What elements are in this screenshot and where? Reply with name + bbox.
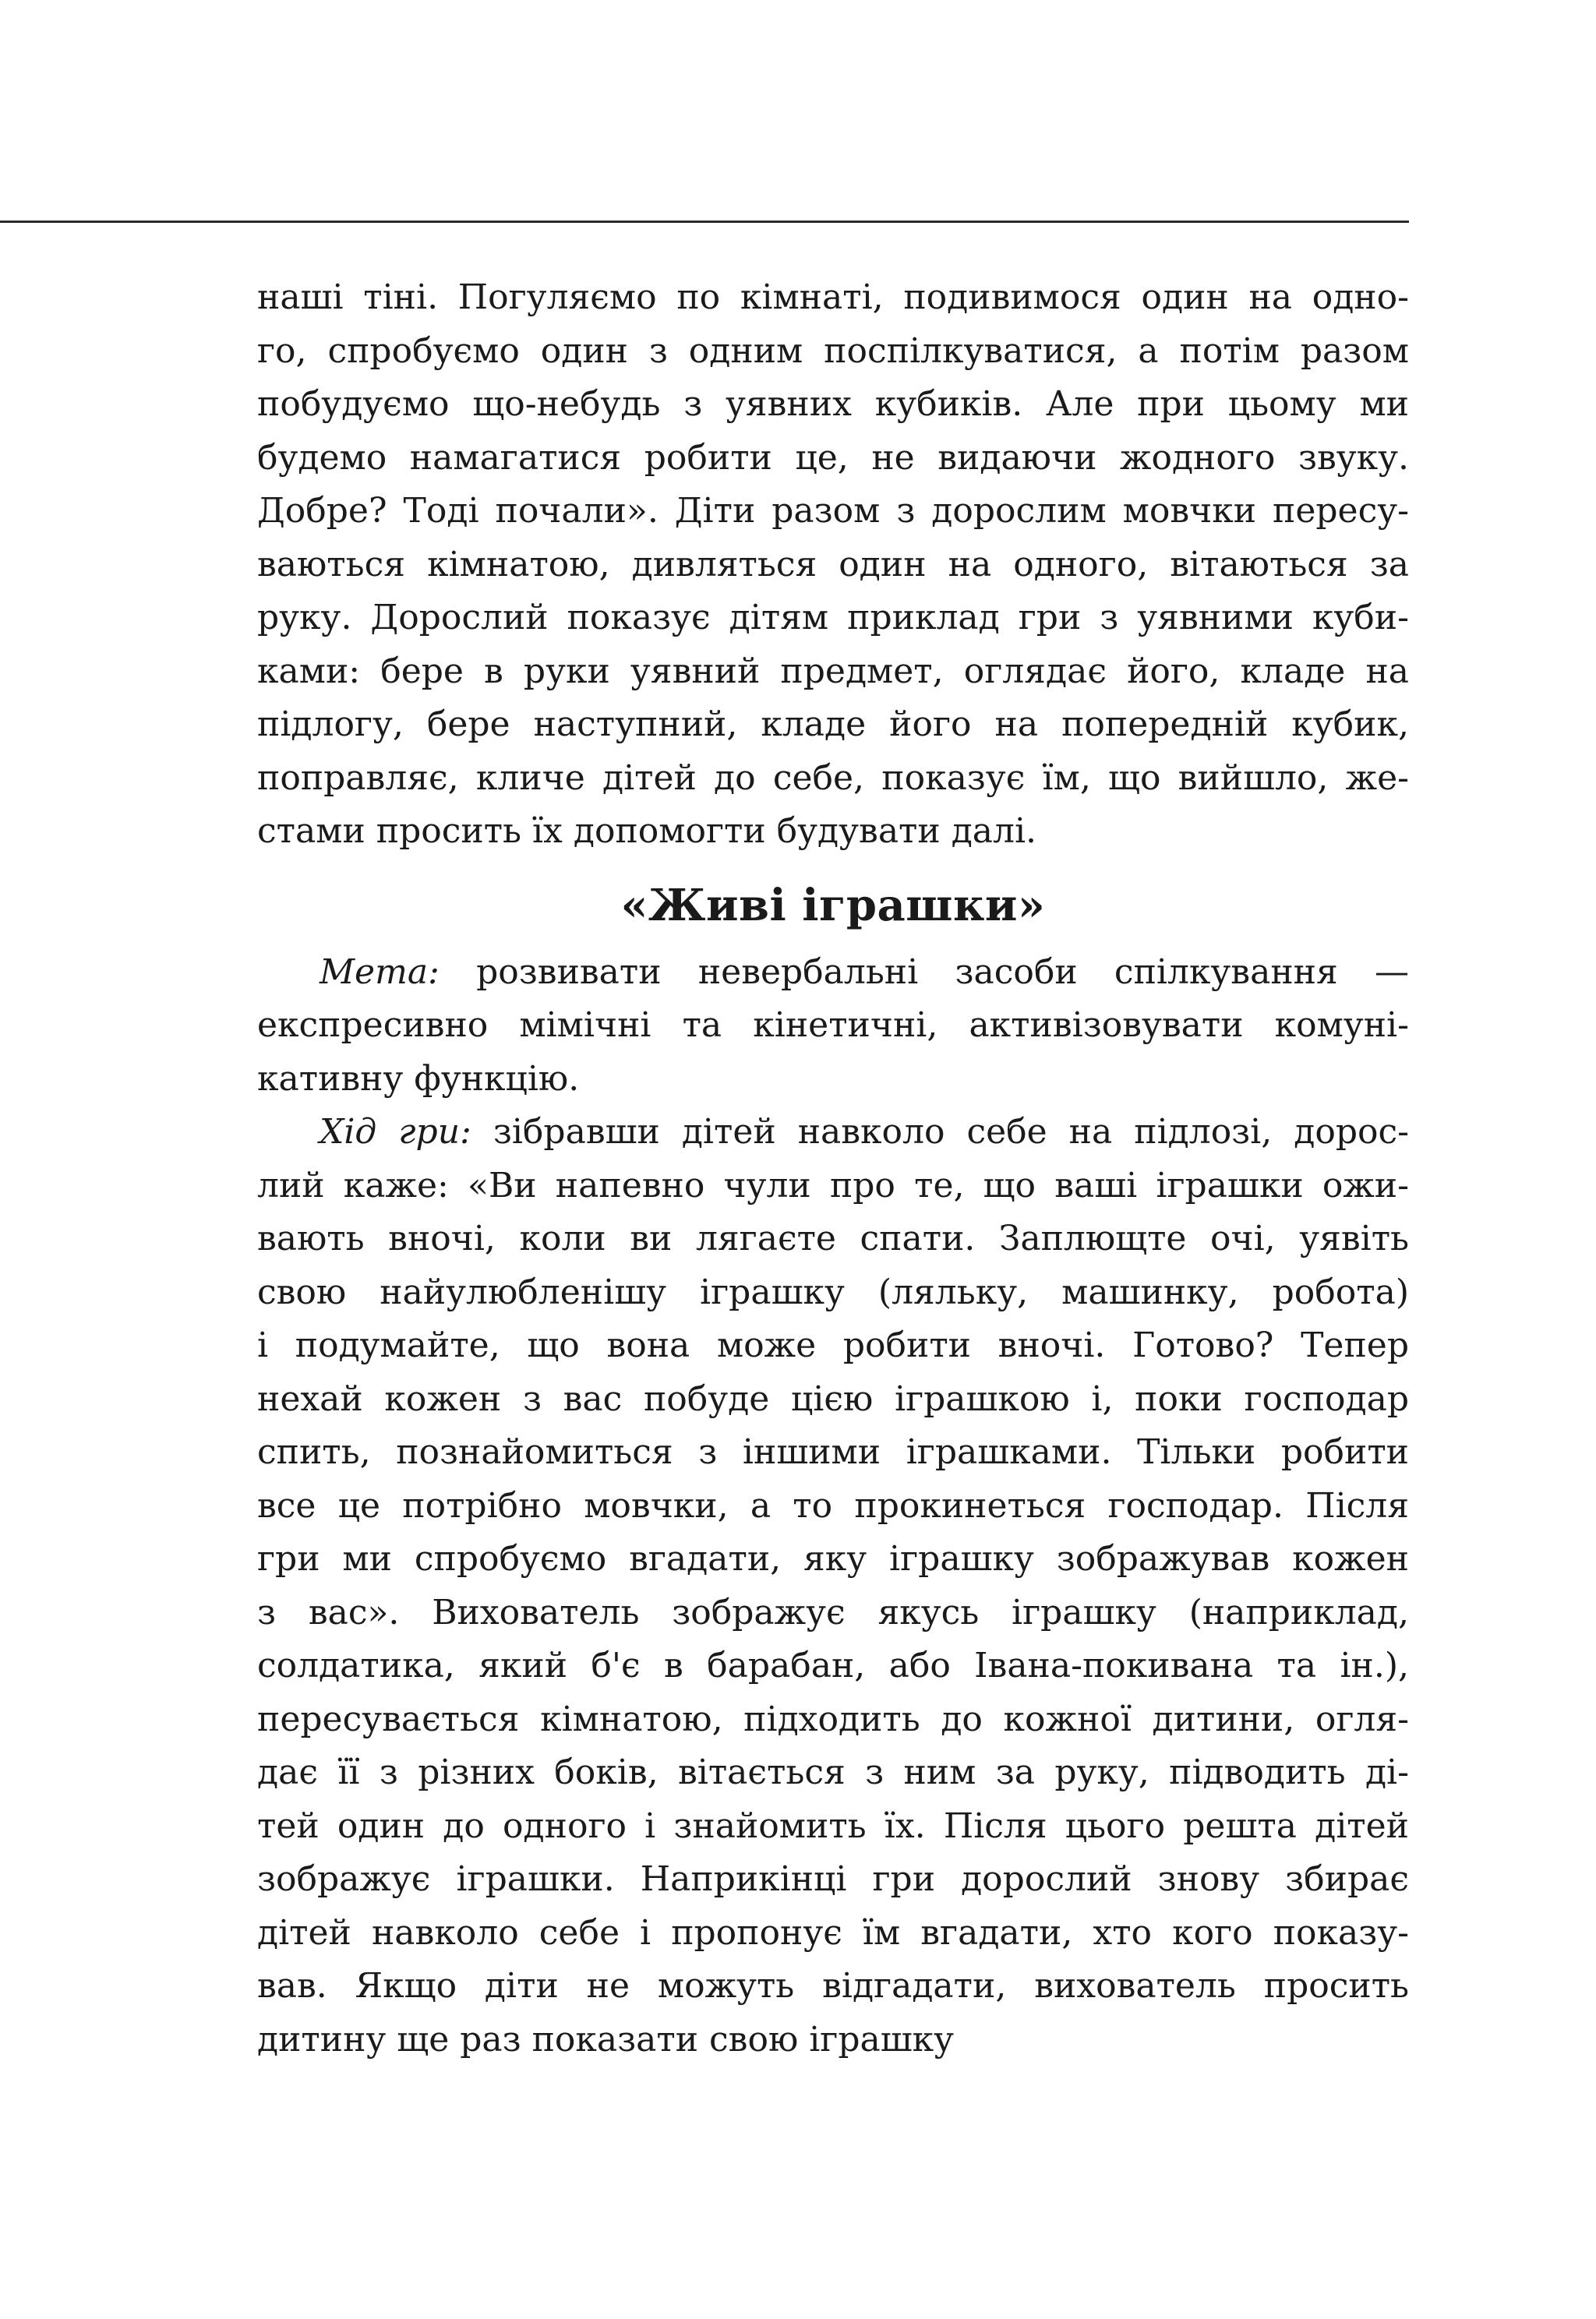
text-line: поправляє, кличе дітей до себе, показує їм, що вийшло, же-: [257, 757, 1409, 798]
procedure-label: Хід гри:: [320, 1112, 471, 1152]
text-line: підлогу, бере наступний, кладе його на попередній кубик,: [257, 704, 1409, 744]
text-line: ками: бере в руки уявний предмет, оглядає його, кладе на: [257, 651, 1409, 691]
text-line: наші тіні. Погуляємо по кімнаті, подивимося один на одно-: [257, 277, 1409, 317]
text-line: побудуємо що-небудь з уявних кубиків. Але при цьому ми: [257, 384, 1409, 424]
section-title: «Живі іграшки»: [620, 879, 1046, 931]
text-line: гри ми спробуємо вгадати, яку іграшку зображував кожен: [257, 1539, 1409, 1579]
page-body: [257, 271, 1409, 2067]
goal-label: Мета:: [320, 951, 440, 992]
text-line: свою найулюбленішу іграшку (ляльку, машинку, робота): [257, 1272, 1409, 1312]
text-line: спить, познайомиться з іншими іграшками. Тільки робити: [257, 1432, 1409, 1472]
header-rule: [0, 221, 1409, 223]
text-line: нехай кожен з вас побуде цією іграшкою і, поки господар: [257, 1378, 1409, 1419]
text-line: стами просить їх допомогти будувати далі.: [257, 811, 1037, 851]
text-line: вають вночі, коли ви лягаєте спати. Заплющте очі, уявіть: [257, 1219, 1409, 1258]
continuation-paragraph: [257, 271, 1409, 859]
text-line: руку. Дорослий показує дітям приклад гри з уявними куби-: [257, 598, 1409, 637]
text-line: тей один до одного і знайомить їх. Після цього решта дітей: [257, 1805, 1409, 1846]
text-line: пересувається кімнатою, підходить до кожної дитини, огля-: [257, 1699, 1409, 1739]
goal-paragraph: [257, 946, 1409, 1107]
text-line: вав. Якщо діти не можуть відгадати, вихователь просить: [257, 1966, 1409, 2006]
text-line: кативну функцію.: [257, 1058, 580, 1099]
text-line: експресивно мімічні та кінетичні, активізовувати комуні-: [257, 1005, 1409, 1045]
text-line: [257, 1106, 1409, 1160]
text-line: солдатика, який б'є в барабан, або Івана-покивана та ін.),: [257, 1646, 1409, 1685]
goal-text: розвивати невербальні засоби спілкування —: [439, 951, 1409, 992]
procedure-text: зібравши дітей навколо себе на підлозі, дорос-: [471, 1112, 1409, 1152]
procedure-paragraph: [257, 1106, 1409, 2067]
text-line: дає її з різних боків, вітається з ним за руку, підводить ді-: [257, 1752, 1409, 1792]
text-line: [257, 946, 1409, 1000]
text-line: дитину ще раз показати свою іграшку: [257, 2019, 955, 2060]
text-line: з вас». Вихователь зображує якусь іграшку (наприклад,: [257, 1592, 1409, 1632]
text-line: Добре? Тоді почали». Діти разом з дорослим мовчки пересу-: [257, 491, 1409, 531]
text-line: ваються кімнатою, дивляться один на одного, вітаються за: [257, 544, 1409, 584]
text-line: і подумайте, що вона може робити вночі. Готово? Тепер: [257, 1325, 1409, 1365]
text-line: дітей навколо себе і пропонує їм вгадати, хто кого показу-: [257, 1912, 1409, 1953]
text-line: го, спробуємо один з одним поспілкуватися, а потім разом: [257, 330, 1409, 371]
text-line: зображує іграшки. Наприкінці гри дорослий знову збирає: [257, 1859, 1409, 1899]
text-line: будемо намагатися робити це, не видаючи жодного звуку.: [257, 437, 1409, 478]
text-line: все це потрібно мовчки, а то прокинеться господар. Після: [257, 1485, 1409, 1526]
text-line: лий каже: «Ви напевно чули про те, що ваші іграшки ожи-: [257, 1165, 1409, 1205]
